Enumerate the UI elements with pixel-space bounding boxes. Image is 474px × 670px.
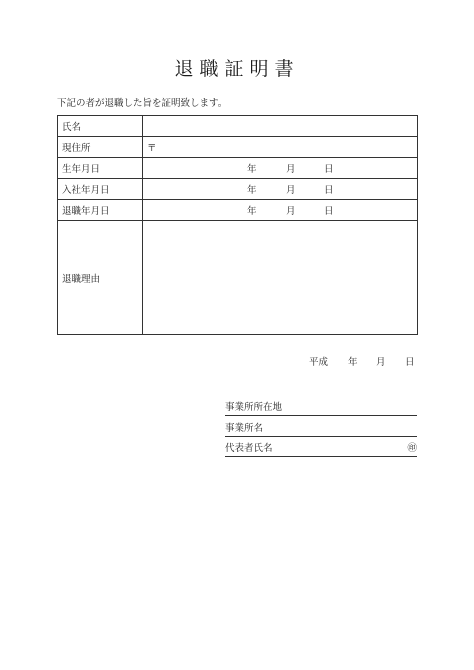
office-name-label: 事業所名	[225, 423, 264, 434]
name-label: 氏名	[58, 116, 143, 137]
birth-day-label: 日	[324, 164, 334, 175]
representative-line[interactable]	[225, 443, 417, 457]
retire-date-field[interactable]	[143, 200, 418, 221]
office-address-label: 事業所所在地	[225, 402, 283, 413]
address-field[interactable]	[143, 137, 418, 158]
postal-mark: 〒	[147, 143, 157, 154]
birth-month-label: 月	[286, 164, 296, 175]
retire-day-label: 日	[324, 206, 334, 217]
issue-era-label: 平成	[309, 357, 329, 368]
reason-label: 退職理由	[58, 221, 143, 335]
birth-date-field[interactable]	[143, 158, 418, 179]
birth-date-label: 生年月日	[58, 158, 143, 179]
row-reason	[58, 221, 418, 335]
representative-label: 代表者氏名	[225, 443, 273, 454]
retire-date-label: 退職年月日	[58, 200, 143, 221]
row-birth-date	[58, 158, 418, 179]
certificate-form-table	[57, 115, 418, 335]
office-address-line[interactable]	[225, 402, 417, 416]
join-date-label: 入社年月日	[58, 179, 143, 200]
document-title: 退職証明書	[174, 58, 300, 80]
issue-day-label: 日	[405, 357, 415, 368]
join-year-label: 年	[247, 185, 257, 196]
office-name-line[interactable]	[225, 423, 417, 437]
join-date-field[interactable]	[143, 179, 418, 200]
join-day-label: 日	[324, 185, 334, 196]
retire-year-label: 年	[247, 206, 257, 217]
row-name	[58, 116, 418, 137]
issue-month-label: 月	[376, 357, 386, 368]
seal-mark: ㊞	[407, 443, 417, 454]
reason-field[interactable]	[143, 221, 418, 335]
intro-text: 下記の者が退職した旨を証明致します。	[57, 98, 228, 109]
row-join-date	[58, 179, 418, 200]
name-field[interactable]	[143, 116, 418, 137]
address-label: 現住所	[58, 137, 143, 158]
row-address	[58, 137, 418, 158]
birth-year-label: 年	[247, 164, 257, 175]
join-month-label: 月	[286, 185, 296, 196]
issue-year-label: 年	[348, 357, 358, 368]
retire-month-label: 月	[286, 206, 296, 217]
row-retire-date	[58, 200, 418, 221]
